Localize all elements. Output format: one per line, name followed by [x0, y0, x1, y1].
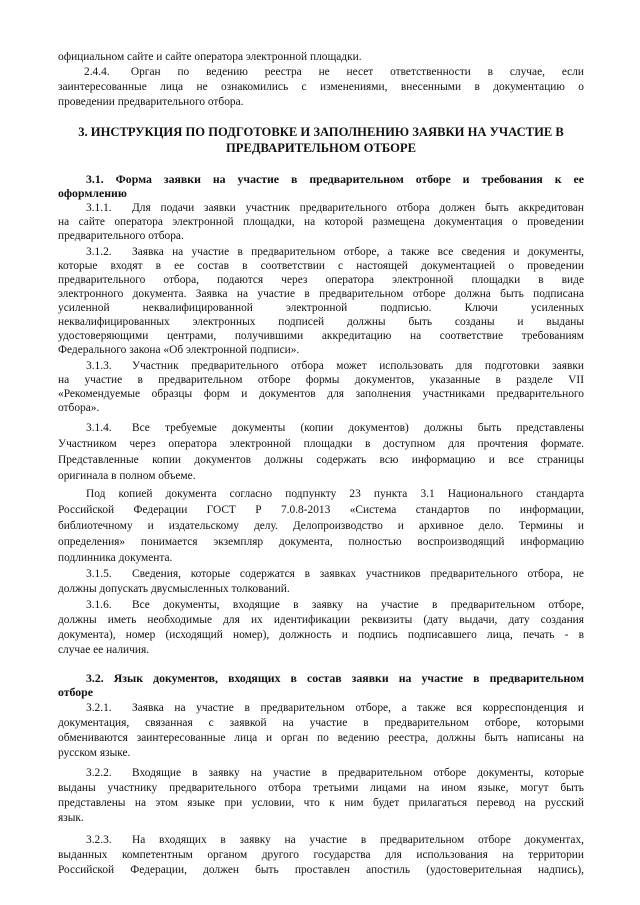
text-line: На входящих в заявку на участие в предварительном отборе документах,: [132, 834, 584, 846]
text-line: документа), номер (исходящий номер), должность и подпись подписавшего лица, печать - в: [58, 629, 584, 641]
clause-number: 3.1.5.: [86, 568, 112, 580]
text-line: Участник предварительного отбора может использовать для подготовки заявки: [132, 360, 584, 372]
subsection-heading: 3.1. Форма заявки на участие в предварительном отборе и требования к ее: [86, 172, 584, 186]
clause-number: 2.4.4.: [84, 66, 110, 78]
text-line: Российской Федерации, должен быть проставлен апостиль (удостоверительная надпись),: [58, 864, 584, 876]
text-line: документация, связанная с заявкой на участие в предварительном отборе, которыми: [58, 717, 584, 729]
text-line: Представленные копии документов должны содержать всю информацию и все страницы: [58, 454, 584, 466]
text-line: выданных компетентным органом другого государства для использования на территории: [58, 849, 584, 861]
clause-number: 3.2.2.: [86, 767, 112, 779]
clause-number: 3.1.3.: [86, 360, 112, 372]
text-line: Все документы, входящие в заявку на участие в предварительном отборе,: [132, 599, 584, 611]
clause-number: 3.1.2.: [86, 246, 112, 258]
text-line: случае ее наличия.: [58, 644, 150, 656]
text-line: Российской Федерации ГОСТ Р 7.0.8-2013 «Система стандартов по информации,: [58, 504, 584, 516]
text-line: неквалифицированных электронных подписей должны быть созданы и выданы: [58, 316, 584, 328]
text-line: усиленной неквалифицированной электронной подписью. Ключи усиленных: [58, 302, 584, 314]
text-line: Для подачи заявки участник предварительного отбора должен быть аккредитован: [132, 202, 584, 214]
clause-number: 3.1.1.: [86, 202, 112, 214]
text-line: заинтересованные лица не ознакомились с изменениями, внесенными в документацию о: [58, 81, 584, 93]
text-line: на участие в предварительном отборе формы документов, указанные в разделе VII: [58, 374, 584, 386]
text-line: которые входят в ее состав в соответствии с настоящей документацией о проведении: [58, 260, 584, 272]
text-line: Сведения, которые содержатся в заявках участников предварительного отбора, не: [132, 568, 584, 580]
text-line: предварительного отбора.: [58, 230, 184, 242]
text-line: подлинника документа.: [58, 552, 173, 564]
text-line: выданы участнику предварительного отбора третьими лицами на ином языке, могут быть: [58, 782, 584, 794]
subsection-heading: отборе: [58, 685, 93, 699]
text-line: язык.: [58, 812, 84, 824]
text-line: предварительного отбора, подаются через оператора электронной площадки в виде: [58, 274, 584, 286]
text-line: отбора».: [58, 402, 100, 414]
text-line: оригинала в полном объеме.: [58, 470, 196, 482]
text-line: на сайте оператора электронной площадки, на которой размещена документация о проведении: [58, 216, 584, 228]
text-line: «Рекомендуемые образцы форм и документов для заполнения участниками предварительного: [58, 388, 584, 400]
text-line: обмениваются заинтересованные лица и орган по ведению реестра, должны быть написаны на: [58, 732, 584, 744]
clause-number: 3.1.4.: [86, 422, 112, 434]
paragraph-2-4-4-line-1: [58, 65, 584, 79]
text-line: удостоверяющими центрами, получившими аккредитацию на соответствие требованиям: [58, 330, 584, 342]
text-line: библиотечному и издательскому делу. Делопроизводство и архивное дело. Термины и: [58, 520, 584, 532]
section-title: ПРЕДВАРИТЕЛЬНОМ ОТБОРЕ: [225, 141, 417, 155]
subsection-heading: 3.2. Язык документов, входящих в состав заявки на участие в предварительном: [86, 671, 584, 685]
clause-number: 3.1.6.: [86, 599, 112, 611]
subsection-heading: оформлению: [58, 186, 127, 200]
text-line: представлены на этом языке при условии, что к ним будет прилагаться перевод на русский: [58, 797, 584, 809]
text-line: Орган по ведению реестра не несет ответственности в случае, если: [130, 66, 584, 78]
text-line: электронного документа. Заявка на участие в предварительном отборе должна быть подписана: [58, 288, 584, 300]
text-line: Федерального закона «Об электронной подписи».: [58, 344, 300, 356]
text-line: должны иметь необходимые для их идентификации реквизиты (дату выдачи, дату создания: [58, 614, 584, 626]
text-line: проведении предварительного отбора.: [58, 96, 244, 108]
clause-number: 3.2.1.: [86, 702, 112, 714]
text-line: Входящие в заявку на участие в предварительном отборе документы, которые: [132, 767, 584, 779]
text-line: Заявка на участие в предварительном отборе, а также все сведения и документы,: [132, 246, 584, 258]
text-line: официальном сайте и сайте оператора электронной площадки.: [58, 51, 362, 63]
clause-number: 3.2.3.: [86, 834, 112, 846]
text-line: русском языке.: [58, 747, 131, 759]
section-title: 3. ИНСТРУКЦИЯ ПО ПОДГОТОВКЕ И ЗАПОЛНЕНИЮ ЗАЯВКИ НА УЧАСТИЕ В: [78, 125, 564, 139]
text-line: определения» понимается экземпляр документа, полностью воспроизводящий информацию: [58, 536, 584, 548]
text-line: Участником через оператора электронной площадки в доступном для прочтения формате.: [58, 438, 584, 450]
text-line: Заявка на участие в предварительном отборе, а также вся корреспонденция и: [132, 702, 584, 714]
text-line: Под копией документа согласно подпункту 23 пункта 3.1 Национального стандарта: [86, 488, 584, 500]
text-line: Все требуемые документы (копии документов) должны быть представлены: [132, 422, 584, 434]
text-line: должны допускать двусмысленных толкований.: [58, 583, 290, 595]
